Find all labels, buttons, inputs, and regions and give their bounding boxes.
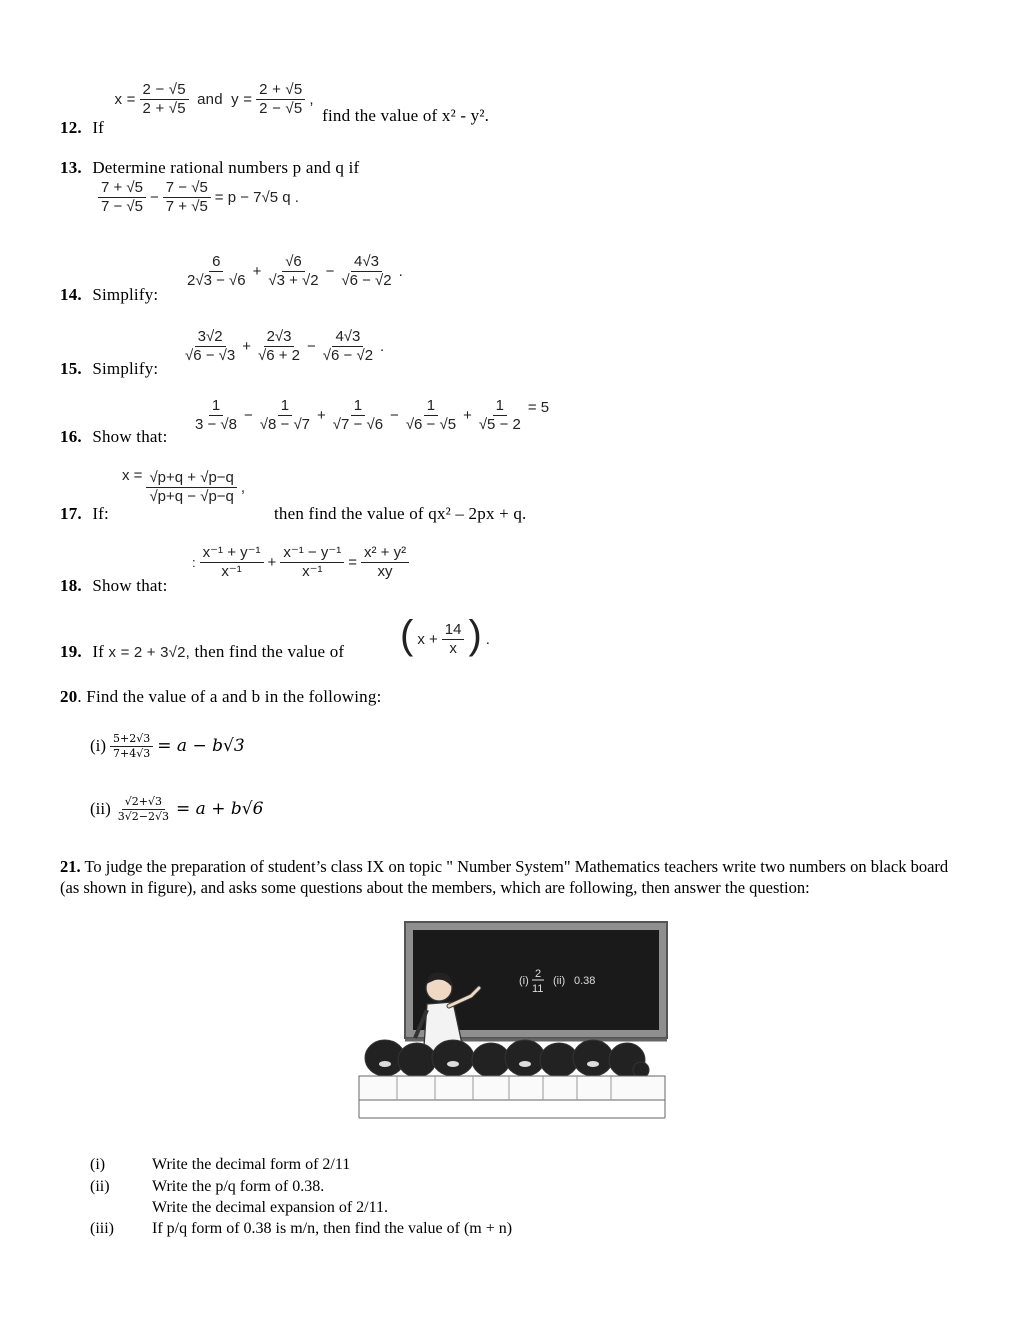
item-label: (iii) (90, 1220, 114, 1237)
question-text: Show that: (92, 427, 168, 446)
question-number: 13. (60, 158, 82, 177)
item-label: (ii) (90, 1178, 110, 1195)
question-text: Simplify: (92, 359, 159, 378)
question-number: 19. (60, 642, 82, 661)
question-number: 21. (60, 857, 81, 876)
subpart-i: (i) $\frac{5+2√3}{7+4√3}$ = a − b√3 (90, 732, 245, 760)
question-19 (60, 642, 344, 662)
question-prefix: If (92, 642, 105, 661)
list-item (90, 1199, 690, 1219)
board-frac-num: 2 (535, 968, 542, 980)
question-text: Show that: (92, 576, 168, 595)
question-18 (60, 576, 168, 596)
equation: $\frac{7 + √5}{7 - √5}$ − $\frac{7 - √5}{7 + √5}$ = p − 7√5 q . (96, 180, 301, 215)
item-label: (i) (90, 1156, 106, 1173)
question-number: 14. (60, 285, 82, 304)
question-20 (60, 687, 382, 707)
equation: x = $\frac{√p+q + √p-q}{√p+q - √p-q}$ , (122, 466, 246, 505)
question-prefix: If (92, 118, 105, 138)
item-text: Write the decimal form of 2/11 (152, 1156, 351, 1173)
question-16 (60, 427, 168, 447)
classroom-illustration (345, 918, 680, 1123)
question-number: 12. (60, 118, 82, 138)
list-item (90, 1156, 690, 1176)
question-suffix: find the value of x² - y². (322, 106, 490, 126)
board-frac-den: 11 (532, 983, 544, 995)
list-item (90, 1220, 690, 1240)
board-label-i: (i) (519, 975, 529, 987)
question-12 (60, 81, 490, 138)
question-text: . Find the value of a and b in the following: (77, 687, 382, 706)
equation: $\frac{1}{3 - √8}$ − $\frac{1}{√8 - √7}$ + $\frac{1}{√7 - √6}$ − $\frac{1}{√6 - √5}$ + $\frac{1}{√5 - 2}$ = 5 (195, 397, 550, 433)
question-suffix: then find the value of qx² – 2px + q. (274, 504, 527, 523)
question-21 (60, 856, 970, 898)
question-number: 17. (60, 504, 82, 523)
equation: x = $\frac{2 - √5}{2 + √5}$ and y = $\frac{2 + √5}{2 - √5}$ , (114, 81, 314, 117)
equation: $\frac{6}{2√3 - √6}$ + $\frac{√6}{√3 + √2}$ − $\frac{4√3}{√6 - √2}$ . (187, 253, 403, 289)
question-17 (60, 504, 109, 524)
equation: : $\frac{\text{x⁻¹ + y⁻¹}}{\text{x⁻¹}}$ + $\frac{\text{x⁻¹ − y⁻¹}}{\text{x⁻¹}}$ = $\frac{\text{x² + y²}}{xy}$ (190, 545, 411, 580)
item-text: Write the decimal expansion of 2/11. (152, 1199, 389, 1216)
equation: $\frac{3√2}{√6 - √3}$ + $\frac{2√3}{√6 + 2}$ − $\frac{4√3}{√6 - √2}$ . (185, 328, 385, 364)
question-14 (60, 285, 158, 305)
question-text: To judge the preparation of student’s class IX on topic " Number System" Mathematics teachers write two numbers on black board (as shown in figure), and asks some questions about the members, which are following, then answer the question: (60, 857, 949, 897)
board-label-ii: (ii) (553, 975, 566, 987)
students-row (365, 1040, 649, 1078)
question-15 (60, 359, 158, 379)
question-text: If: (92, 504, 109, 523)
question-number: 20 (60, 687, 78, 706)
question-number: 15. (60, 359, 82, 378)
list-item (90, 1178, 690, 1198)
board-decimal: 0.38 (574, 975, 596, 987)
equation: ( x + $\frac{14}{x}$ ) . (400, 613, 490, 657)
subpart-ii: (ii) $\frac{√2+√3}{3√2-2√3}$ = a + b√6 (90, 795, 264, 823)
question-text: Determine rational numbers p and q if (92, 158, 360, 177)
desks (359, 1076, 665, 1118)
question-middle: then find the value of (194, 642, 345, 661)
question-number: 16. (60, 427, 82, 446)
item-text: Write the p/q form of 0.38. (152, 1178, 325, 1195)
question-number: 18. (60, 576, 82, 595)
item-text: If p/q form of 0.38 is m/n, then find the value of (m + n) (152, 1220, 513, 1237)
question-13 (60, 158, 359, 178)
expression: x = 2 + 3√2, (108, 644, 191, 661)
question-text: Simplify: (92, 285, 159, 304)
